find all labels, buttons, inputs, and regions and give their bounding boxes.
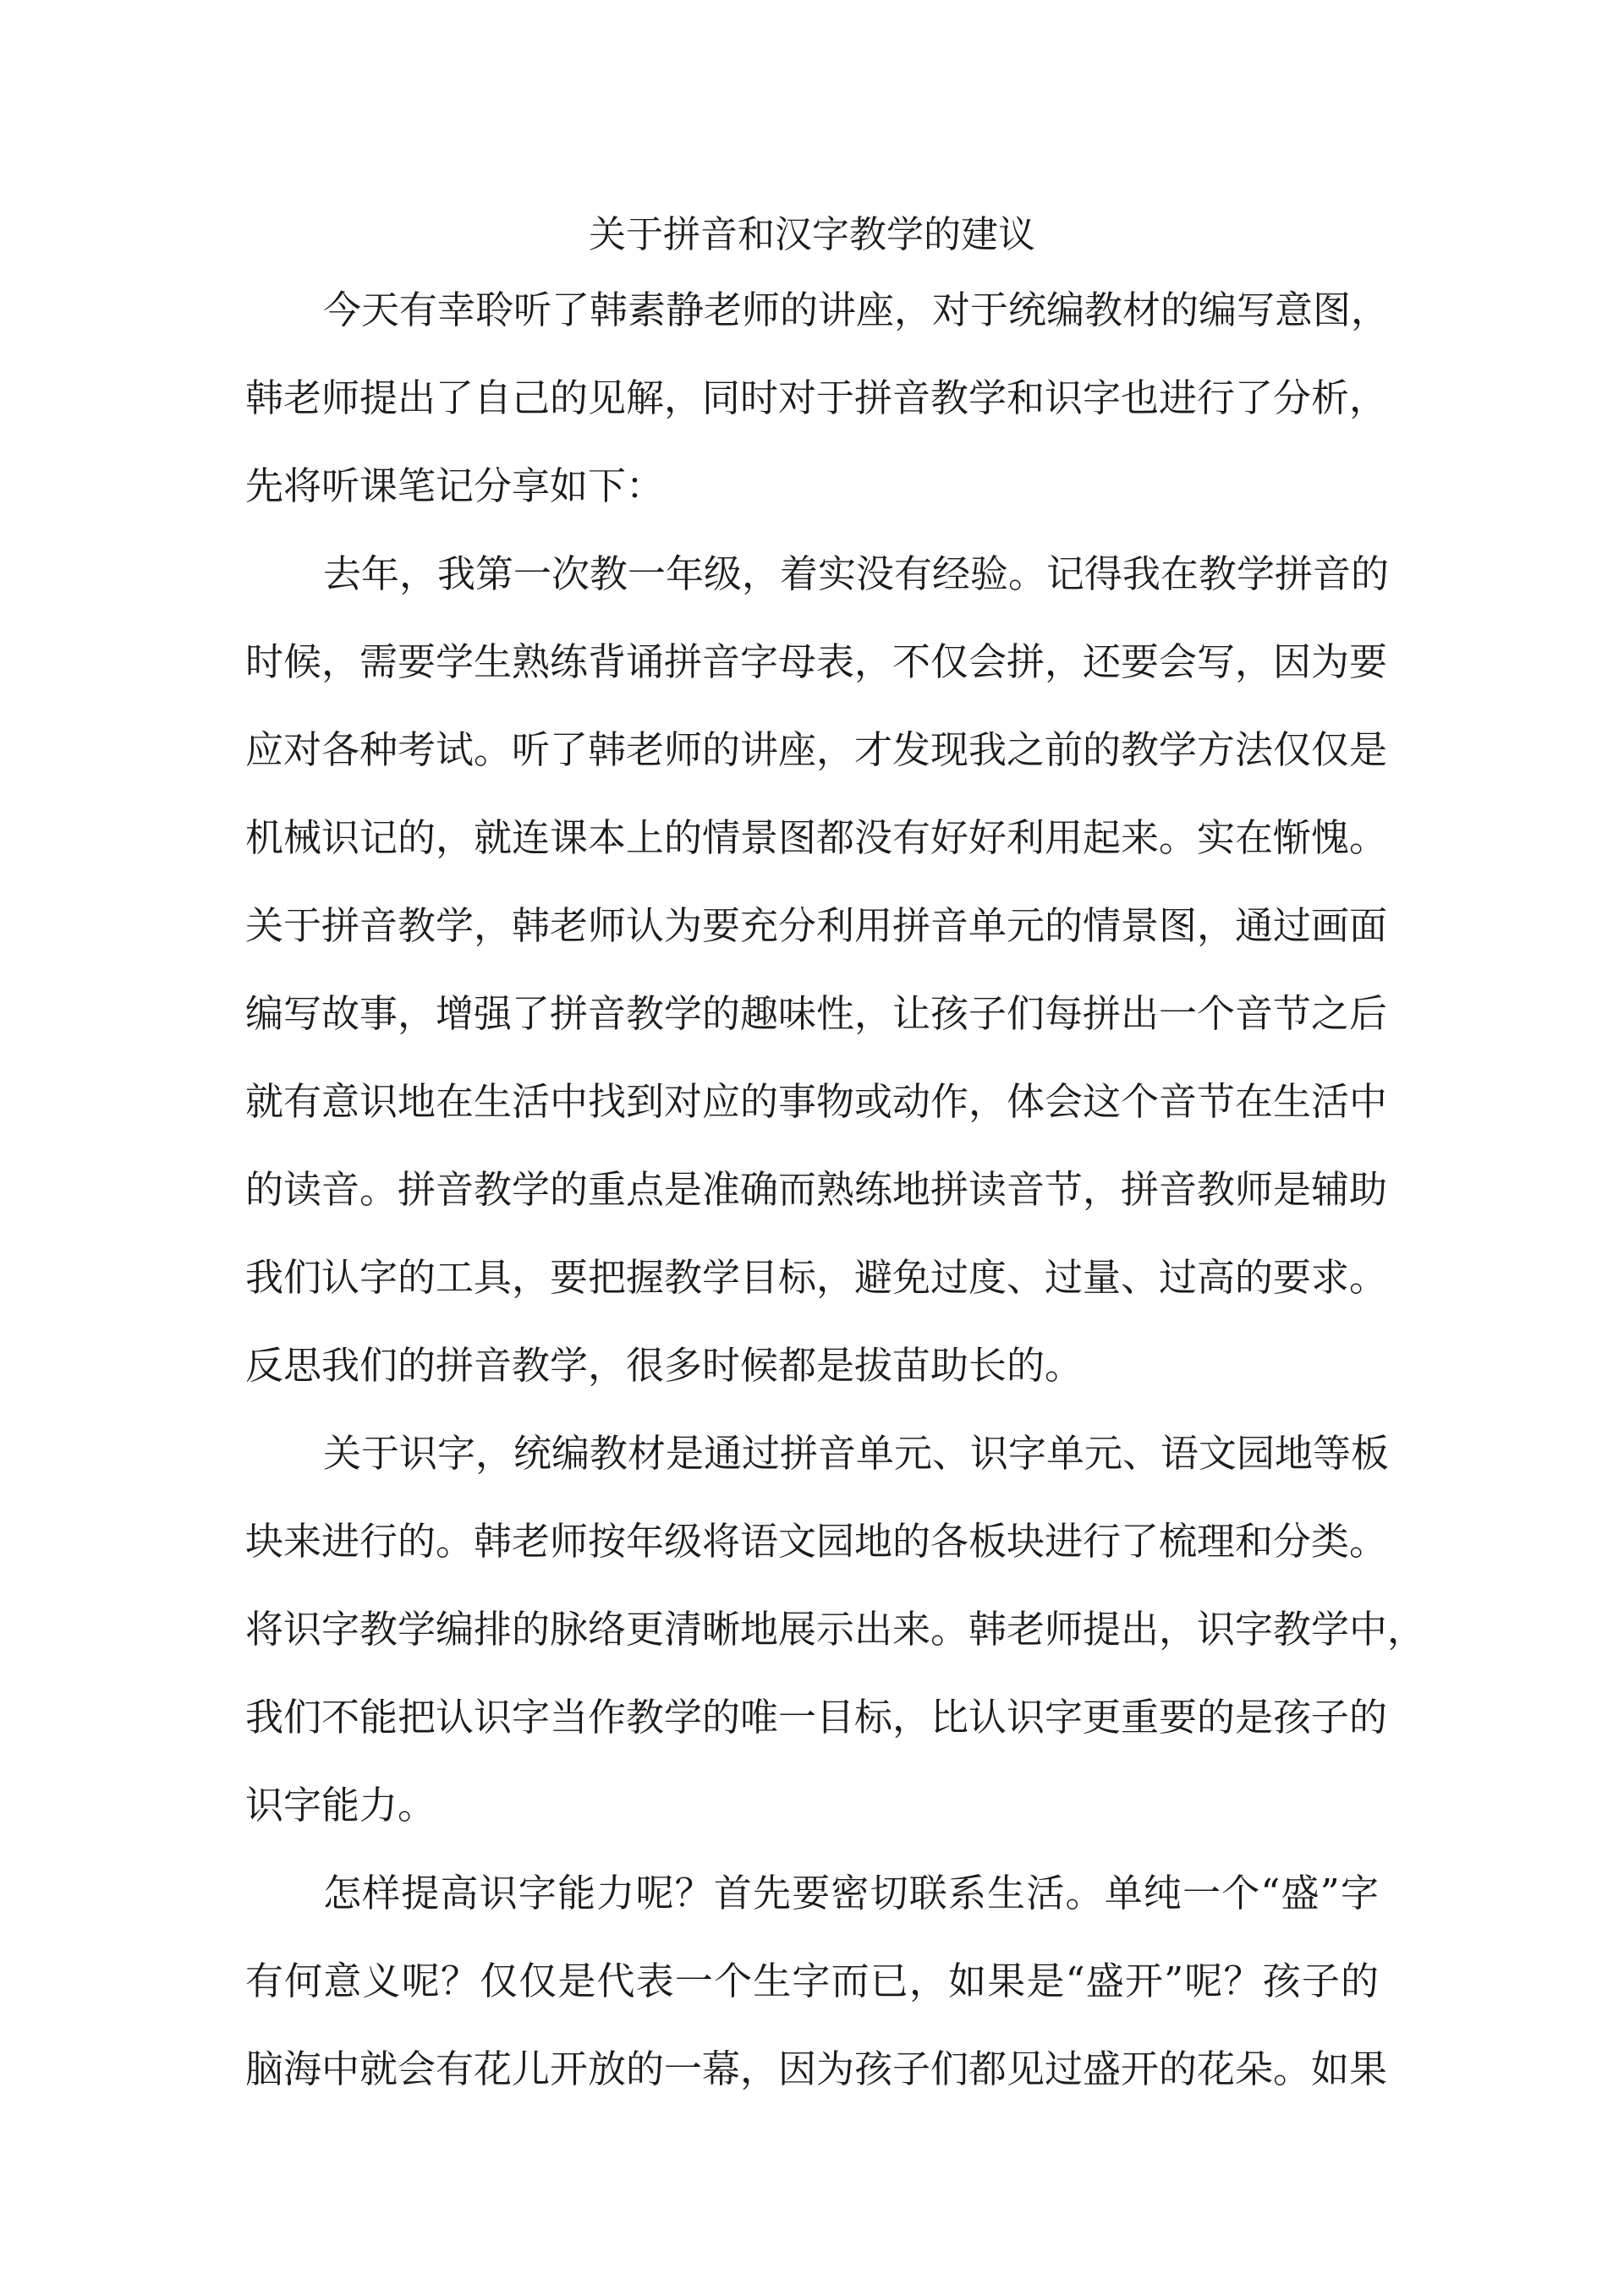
document-title: 关于拼音和汉字教学的建议 xyxy=(589,213,1035,256)
paragraph-3 xyxy=(245,1410,1426,1849)
paragraph-line: 关于识字，统编教材是通过拼音单元、识字单元、语文园地等板 xyxy=(323,1431,1390,1476)
paragraph-1 xyxy=(245,266,1390,530)
paragraph-line: 就有意识地在生活中找到对应的事物或动作，体会这个音节在生活中 xyxy=(245,1079,1388,1124)
paragraph-4 xyxy=(245,1849,1388,2113)
paragraph-line: 应对各种考试。听了韩老师的讲座，才发现我之前的教学方法仅仅是 xyxy=(245,727,1388,772)
paragraph-line: 反思我们的拼音教学，很多时候都是拔苗助长的。 xyxy=(245,1343,1084,1388)
paragraph-line: 编写故事，增强了拼音教学的趣味性，让孩子们每拼出一个音节之后 xyxy=(245,991,1388,1036)
paragraph-line: 关于拼音教学，韩老师认为要充分利用拼音单元的情景图，通过画面 xyxy=(245,903,1388,948)
paragraph-line: 怎样提高识字能力呢？首先要密切联系生活。单纯一个“盛”字 xyxy=(323,1871,1379,1915)
paragraph-line: 先将听课笔记分享如下： xyxy=(245,463,665,508)
paragraph-line: 我们不能把认识字当作教学的唯一目标，比认识字更重要的是孩子的 xyxy=(245,1695,1388,1740)
paragraph-line: 将识字教学编排的脉络更清晰地展示出来。韩老师提出，识字教学中， xyxy=(245,1607,1426,1652)
paragraph-line: 我们认字的工具，要把握教学目标，避免过度、过量、过高的要求。 xyxy=(245,1255,1388,1300)
paragraph-line: 有何意义呢？仅仅是代表一个生字而已，如果是“盛开”呢？孩子的 xyxy=(245,1959,1379,2003)
paragraph-line: 去年，我第一次教一年级，着实没有经验。记得我在教学拼音的 xyxy=(323,551,1390,596)
paragraph-line: 块来进行的。韩老师按年级将语文园地的各板块进行了梳理和分类。 xyxy=(245,1519,1388,1564)
paragraph-line: 时候，需要学生熟练背诵拼音字母表，不仅会拼，还要会写，因为要 xyxy=(245,639,1388,684)
paragraph-line: 的读音。拼音教学的重点是准确而熟练地拼读音节，拼音教师是辅助 xyxy=(245,1167,1388,1212)
paragraph-line: 脑海中就会有花儿开放的一幕，因为孩子们都见过盛开的花朵。如果 xyxy=(245,2047,1388,2091)
paragraph-line: 今天有幸聆听了韩素静老师的讲座，对于统编教材的编写意图， xyxy=(323,288,1390,332)
document-body xyxy=(245,266,1426,2113)
paragraph-2 xyxy=(245,530,1390,1410)
paragraph-line: 识字能力。 xyxy=(245,1783,436,1827)
paragraph-line: 机械识记的，就连课本上的情景图都没有好好利用起来。实在惭愧。 xyxy=(245,815,1388,860)
paragraph-line: 韩老师提出了自己的见解，同时对于拼音教学和识字也进行了分析， xyxy=(245,375,1388,420)
